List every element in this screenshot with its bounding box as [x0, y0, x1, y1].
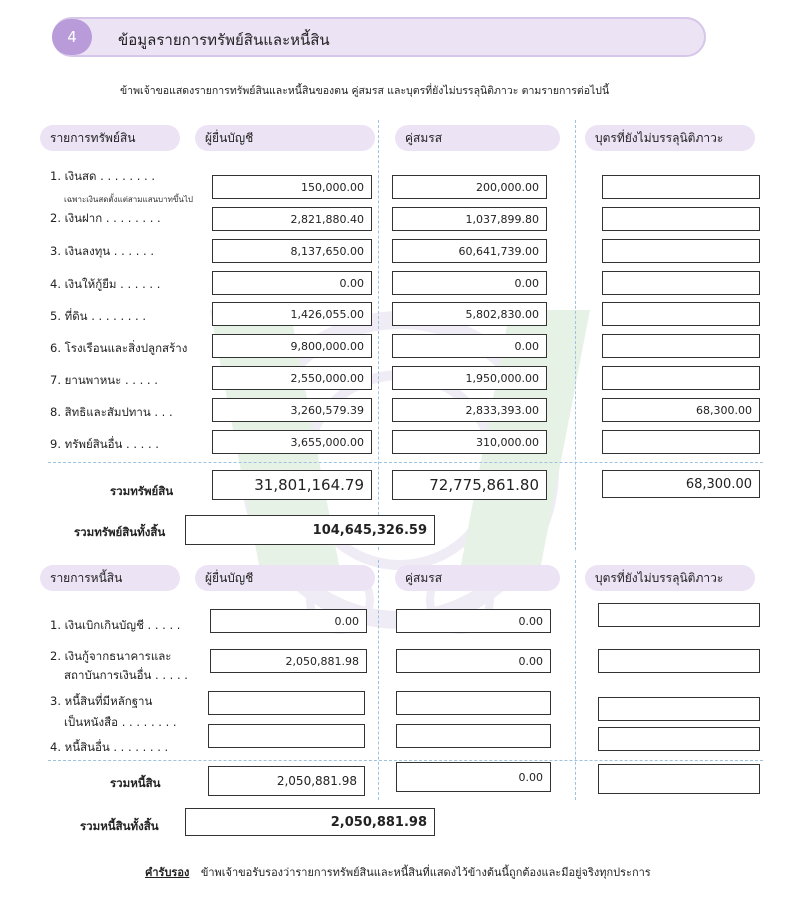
asset-child-value: 68,300.00: [602, 398, 760, 422]
section-title: ข้อมูลรายการทรัพย์สินและหนี้สิน: [118, 31, 330, 49]
liabilities-grand-label: รวมหนี้สินทั้งสิ้น: [80, 819, 159, 833]
liability-label: 2. เงินกู้จากธนาคารและ: [50, 649, 172, 663]
asset-child-value: [602, 271, 760, 295]
asset-child-value: [602, 430, 760, 454]
asset-label: 7. ยานพาหนะ . . . . .: [50, 373, 158, 387]
column-divider: [575, 120, 576, 550]
asset-owner-value: 2,821,880.40: [212, 207, 372, 231]
spouse-column-header: คู่สมรส: [395, 125, 560, 151]
certification-text: ข้าพเจ้าขอรับรองว่ารายการทรัพย์สินและหนี้สินที่แสดงไว้ข้างต้นนี้ถูกต้องและมีอยู่จริงทุกประการ: [200, 866, 651, 879]
asset-spouse-value: 5,802,830.00: [392, 302, 547, 326]
liabilities-heading: รายการหนี้สิน: [40, 565, 180, 591]
liability-label: 3. หนี้สินที่มีหลักฐาน: [50, 694, 153, 708]
column-divider: [575, 560, 576, 800]
asset-child-value: [602, 207, 760, 231]
asset-spouse-value: 2,833,393.00: [392, 398, 547, 422]
liabilities-total-child: [598, 764, 760, 794]
asset-child-value: [602, 366, 760, 390]
child-column-header: บุตรที่ยังไม่บรรลุนิติภาวะ: [585, 125, 755, 151]
asset-spouse-value: 310,000.00: [392, 430, 547, 454]
asset-owner-value: 9,800,000.00: [212, 334, 372, 358]
section-number: 4: [52, 19, 92, 55]
asset-child-value: [602, 239, 760, 263]
assets-grand-total: 104,645,326.59: [185, 515, 435, 545]
asset-owner-value: 3,260,579.39: [212, 398, 372, 422]
asset-label: 4. เงินให้กู้ยืม . . . . . .: [50, 277, 161, 291]
asset-child-value: [602, 302, 760, 326]
liabilities-grand-total: 2,050,881.98: [185, 808, 435, 836]
owner-column-header: ผู้ยื่นบัญชี: [195, 125, 375, 151]
asset-owner-value: 1,426,055.00: [212, 302, 372, 326]
column-divider: [378, 560, 379, 800]
liability-spouse-value: 0.00: [396, 649, 551, 673]
asset-owner-value: 8,137,650.00: [212, 239, 372, 263]
liability-child-value: [598, 649, 760, 673]
asset-label: 6. โรงเรือนและสิ่งปลูกสร้าง: [50, 341, 188, 355]
owner-column-header: ผู้ยื่นบัญชี: [195, 565, 375, 591]
divider-line: [48, 462, 763, 463]
child-column-header: บุตรที่ยังไม่บรรลุนิติภาวะ: [585, 565, 755, 591]
assets-grand-label: รวมทรัพย์สินทั้งสิ้น: [74, 525, 166, 539]
liability-owner-value: [208, 724, 365, 748]
liabilities-total-spouse: 0.00: [396, 762, 551, 792]
assets-total-label: รวมทรัพย์สิน: [110, 484, 174, 498]
liability-child-value: [598, 727, 760, 751]
certification: [145, 863, 651, 881]
liability-label: 1. เงินเบิกเกินบัญชี . . . . .: [50, 618, 181, 632]
assets-total-child: 68,300.00: [602, 470, 760, 498]
liabilities-total-owner: 2,050,881.98: [208, 766, 365, 796]
assets-total-owner: 31,801,164.79: [212, 470, 372, 500]
asset-label: 8. สิทธิและสัมปทาน . . .: [50, 405, 173, 419]
liability-label-cont: เป็นหนังสือ . . . . . . . .: [64, 715, 177, 729]
asset-label: 2. เงินฝาก . . . . . . . .: [50, 211, 161, 225]
assets-heading: รายการทรัพย์สิน: [40, 125, 180, 151]
asset-sublabel: เฉพาะเงินสดตั้งแต่สามแสนบาทขึ้นไป: [64, 195, 193, 204]
liability-owner-value: 0.00: [210, 609, 367, 633]
liabilities-total-label: รวมหนี้สิน: [110, 776, 161, 790]
asset-label: 5. ที่ดิน . . . . . . . .: [50, 309, 147, 323]
asset-label: 9. ทรัพย์สินอื่น . . . . .: [50, 437, 159, 451]
asset-owner-value: 3,655,000.00: [212, 430, 372, 454]
asset-label: 3. เงินลงทุน . . . . . .: [50, 244, 155, 258]
liability-label-cont: สถาบันการเงินอื่น . . . . .: [64, 668, 188, 682]
asset-spouse-value: 1,037,899.80: [392, 207, 547, 231]
asset-spouse-value: 60,641,739.00: [392, 239, 547, 263]
asset-spouse-value: 0.00: [392, 271, 547, 295]
certification-title: คำรับรอง: [145, 866, 190, 879]
liability-label: 4. หนี้สินอื่น . . . . . . . .: [50, 740, 169, 754]
asset-label: 1. เงินสด . . . . . . . .: [50, 169, 156, 183]
intro-text: ข้าพเจ้าขอแสดงรายการทรัพย์สินและหนี้สินของตน คู่สมรส และบุตรที่ยังไม่บรรลุนิติภาวะ ตามรายการต่อไปนี้: [120, 85, 610, 97]
asset-child-value: [602, 334, 760, 358]
asset-owner-value: 150,000.00: [212, 175, 372, 199]
liability-spouse-value: 0.00: [396, 609, 551, 633]
asset-owner-value: 2,550,000.00: [212, 366, 372, 390]
liability-spouse-value: [396, 691, 551, 715]
liability-child-value: [598, 603, 760, 627]
spouse-column-header: คู่สมรส: [395, 565, 560, 591]
column-divider: [378, 120, 379, 550]
asset-child-value: [602, 175, 760, 199]
asset-spouse-value: 200,000.00: [392, 175, 547, 199]
divider-line: [48, 760, 763, 761]
liability-owner-value: [208, 691, 365, 715]
liability-child-value: [598, 697, 760, 721]
asset-spouse-value: 1,950,000.00: [392, 366, 547, 390]
liability-spouse-value: [396, 724, 551, 748]
asset-owner-value: 0.00: [212, 271, 372, 295]
assets-total-spouse: 72,775,861.80: [392, 470, 547, 500]
liability-owner-value: 2,050,881.98: [210, 649, 367, 673]
asset-spouse-value: 0.00: [392, 334, 547, 358]
